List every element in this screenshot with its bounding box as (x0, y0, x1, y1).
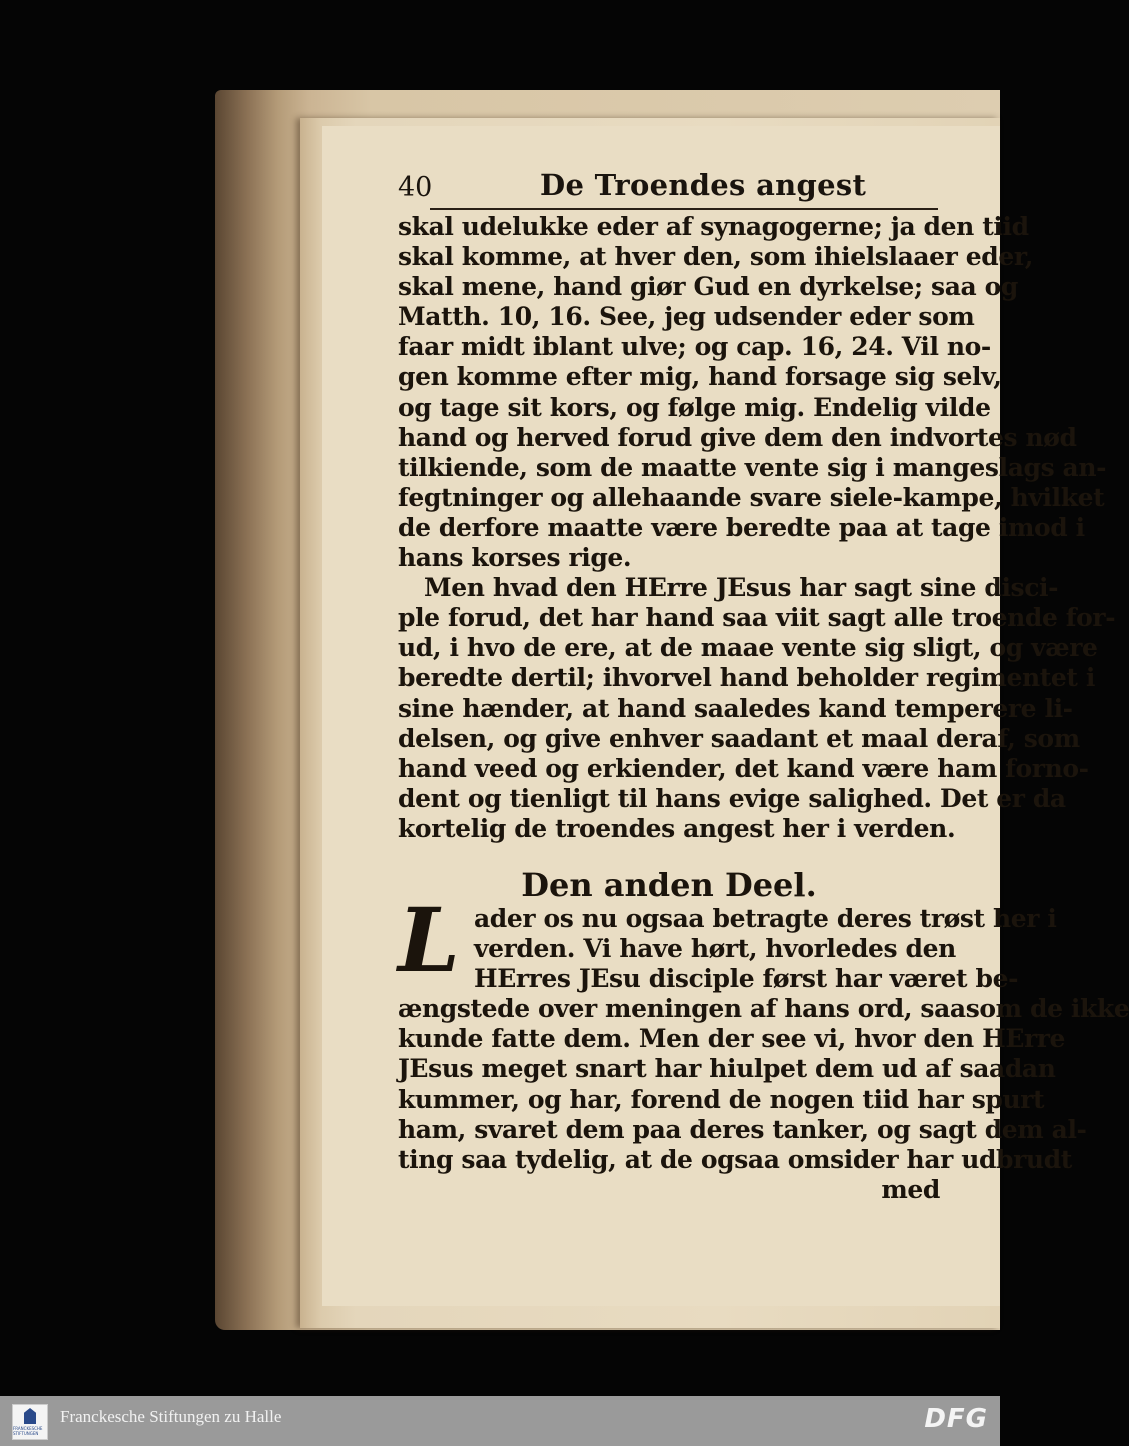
tower-icon (24, 1408, 36, 1424)
text-line: verden. Vi have hørt, hvorledes den (474, 934, 956, 964)
text-line: sine hænder, at hand saaledes kand temperere li- (398, 693, 1073, 723)
text-line: hans korses rige. (398, 543, 632, 573)
logo-label: FRANCKESCHE STIFTUNGEN (13, 1426, 43, 1436)
text-line: ham, svaret dem paa deres tanker, og sagt dem al- (398, 1114, 1087, 1144)
text-line: ple forud, det har hand saa viit sagt alle troende for- (398, 603, 1116, 633)
text-line: hand og herved forud give dem den indvortes nød (398, 422, 1077, 452)
text-line: kortelig de troendes angest her i verden. (398, 813, 956, 843)
text-line: hand veed og erkiender, det kand være ham forno- (398, 753, 1089, 783)
text-line: Matth. 10, 16. See, jeg udsender eder som (398, 302, 975, 332)
text-line: skal komme, at hver den, som ihielslaaer eder, (398, 242, 1034, 272)
page-header (398, 166, 938, 210)
viewer-footer (0, 1396, 1000, 1446)
dfg-logo[interactable]: DFG (924, 1404, 988, 1434)
text-line: ud, i hvo de ere, at de maae vente sig sligt, og være (398, 633, 1098, 663)
text-line: faar midt iblant ulve; og cap. 16, 24. Vil no- (398, 332, 991, 362)
text-line: HErres JEsu disciple først har været be- (474, 964, 1019, 994)
text-line: gen komme efter mig, hand forsage sig selv, (398, 362, 1002, 392)
text-line: delsen, og give enhver saadant et maal deraf, som (398, 723, 1080, 753)
text-line: kunde fatte dem. Men der see vi, hvor den HErre (398, 1024, 1066, 1054)
text-line: og tage sit kors, og følge mig. Endelig vilde (398, 392, 991, 422)
catchword: med (881, 1174, 940, 1204)
body-text-part-one (398, 212, 1116, 844)
drop-cap: L (398, 888, 460, 992)
text-line: beredte dertil; ihvorvel hand beholder regimentet i (398, 663, 1095, 693)
page-number: 40 (398, 172, 433, 203)
text-line: tilkiende, som de maatte vente sig i mangeslags an- (398, 452, 1107, 482)
institution-logo[interactable] (12, 1404, 48, 1440)
text-line: skal udelukke eder af synagogerne; ja den tiid (398, 212, 1029, 241)
institution-name[interactable]: Franckesche Stiftungen zu Halle (60, 1407, 282, 1426)
text-line: ængstede over meningen af hans ord, saasom de ikke (398, 994, 1129, 1024)
text-line: Men hvad den HErre JEsus har sagt sine disci- (424, 573, 1059, 603)
running-head: De Troendes angest (540, 168, 867, 202)
text-line: fegtninger og allehaande svare siele-kampe, hvilket (398, 482, 1105, 512)
text-line: skal mene, hand giør Gud en dyrkelse; saa og (398, 272, 1018, 302)
text-line: JEsus meget snart har hiulpet dem ud af saadan (398, 1054, 1056, 1084)
section-heading: Den anden Deel. (521, 866, 817, 904)
text-line: dent og tienligt til hans evige salighed. Det er da (398, 783, 1066, 813)
text-line: de derfore maatte være beredte paa at tage imod i (398, 512, 1085, 542)
text-line: ader os nu ogsaa betragte deres trøst her i (474, 904, 1057, 933)
body-text-part-two (398, 904, 1129, 1205)
header-rule (430, 208, 938, 210)
text-line: kummer, og har, forend de nogen tiid har spurt (398, 1084, 1045, 1114)
text-line: ting saa tydelig, at de ogsaa omsider har udbrudt (398, 1144, 1072, 1174)
